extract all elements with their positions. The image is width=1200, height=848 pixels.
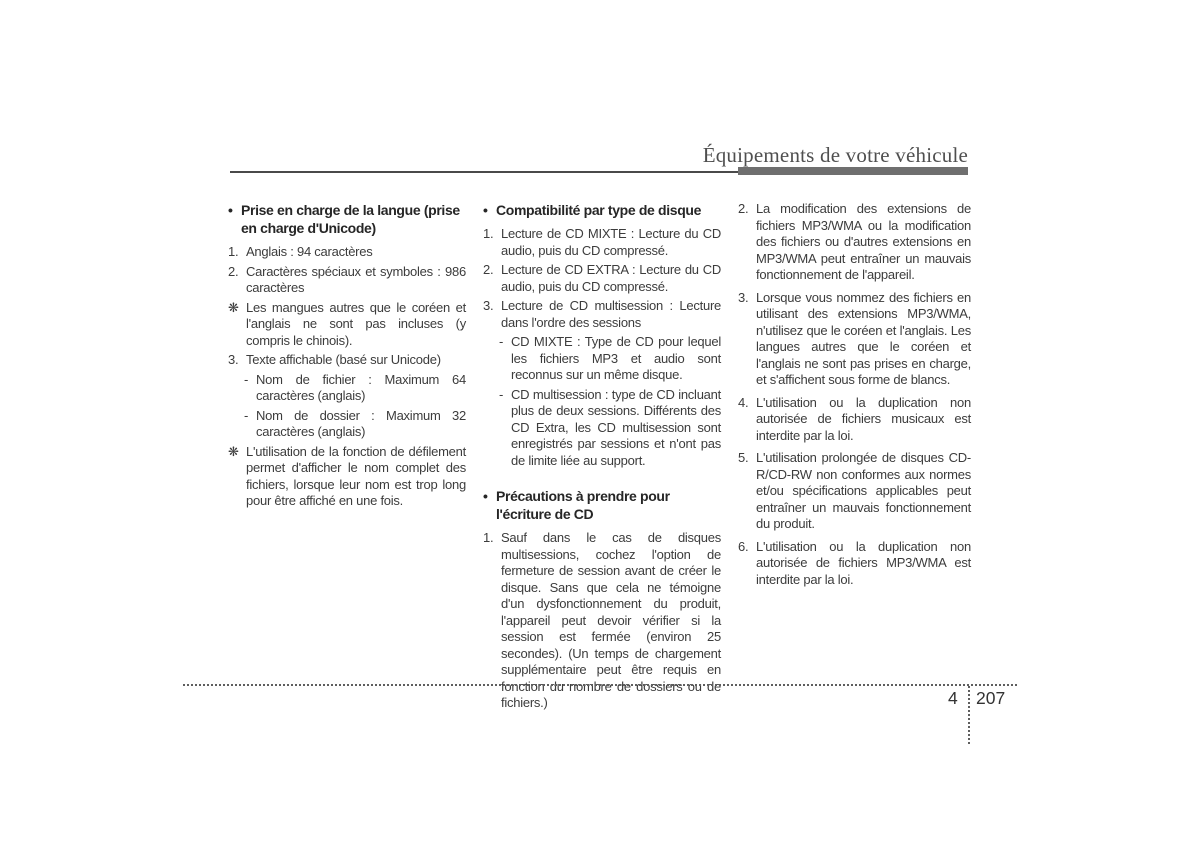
list-item-text: Lecture de CD MIXTE : Lecture du CD audio, puis du CD compressé. — [501, 226, 721, 258]
section-heading-disc-compatibility — [483, 201, 721, 219]
list-marker: 3. — [483, 298, 494, 313]
list-marker: 3. — [738, 289, 749, 305]
list-item — [738, 201, 971, 284]
column-3 — [738, 201, 971, 715]
sub-list-item-text: Nom de dossier : Maximum 32 caractères (anglais) — [256, 407, 466, 439]
section-heading-text: Précautions à prendre pour l'écriture de CD — [496, 488, 670, 522]
list-item — [738, 450, 971, 533]
footer-page-number: 207 — [976, 688, 1006, 708]
list-item — [483, 226, 721, 259]
sub-list-item-text: Nom de fichier : Maximum 64 caractères (anglais) — [256, 371, 466, 403]
section-heading-language-support — [228, 201, 466, 237]
sub-list-item — [244, 372, 466, 405]
sub-list-item — [499, 334, 721, 384]
sub-list-item — [499, 387, 721, 470]
list-marker: 5. — [738, 450, 749, 465]
list-item-text: L'utilisation ou la duplication non autorisée de fichiers musicaux est interdite par la loi. — [756, 394, 971, 443]
list-item — [483, 262, 721, 295]
section-heading-cd-writing-precautions — [483, 487, 721, 523]
list-item-text: Caractères spéciaux et symboles : 986 caractères — [246, 263, 466, 295]
header-rule-thick — [738, 167, 968, 175]
dash-marker: - — [499, 386, 504, 402]
header-rule-thin — [230, 171, 738, 173]
note-item-text: Les mangues autres que le coréen et l'anglais ne sont pas incluses (y compris le chinois). — [246, 299, 466, 348]
list-marker: 1. — [483, 530, 494, 545]
list-item-text: L'utilisation ou la duplication non autorisée de fichiers MP3/WMA est interdite par la loi. — [756, 538, 971, 587]
page-header-title: Équipements de votre véhicule — [702, 143, 968, 167]
list-item — [738, 290, 971, 389]
sub-list-item-text: CD multisession : type de CD incluant plus de deux sessions. Différents des CD Extra, les CD multisession sont enregistrés par sessions et n'ont pas de limite liée au support. — [511, 386, 721, 468]
list-item-text: Lorsque vous nommez des fichiers en utilisant des extensions MP3/WMA, n'utilisez que le coréen et l'anglais. Les langues autres que le coréen et l'anglais ne sont pas prises en charge, et s'affichent sous forme de blancs. — [756, 289, 971, 387]
note-item — [228, 300, 466, 350]
footer-dashed-divider — [183, 684, 1017, 686]
list-marker: 3. — [228, 352, 239, 367]
section-heading-text: Prise en charge de la langue (prise en charge d'Unicode) — [241, 202, 460, 236]
dash-marker: - — [244, 371, 249, 387]
list-item-text: L'utilisation prolongée de disques CD-R/CD-RW non conformes aux normes et/ou spécifications applicables peut entraîner un mauvais fonctionnement du produit. — [756, 450, 971, 531]
note-item-text: L'utilisation de la fonction de défilement permet d'afficher le nom complet des fichiers, lorsque leur nom est trop long pour être affiché en une fois. — [246, 443, 466, 508]
list-item — [738, 539, 971, 589]
bullet-marker: • — [483, 202, 488, 218]
list-item — [228, 244, 466, 261]
list-item-text: Anglais : 94 caractères — [246, 244, 373, 259]
column-2 — [483, 201, 721, 715]
sub-list-item-text: CD MIXTE : Type de CD pour lequel les fichiers MP3 et audio sont reconnus sur un même disque. — [511, 334, 721, 382]
dash-marker: - — [244, 407, 249, 423]
column-1 — [228, 201, 466, 715]
list-marker: 4. — [738, 394, 749, 410]
list-item — [228, 352, 466, 369]
asterisk-note-icon: ❋ — [228, 443, 239, 459]
list-marker: 1. — [228, 244, 239, 259]
bullet-marker: • — [228, 202, 233, 218]
content-columns — [228, 201, 971, 715]
list-item — [483, 298, 721, 331]
bullet-marker: • — [483, 488, 488, 504]
list-item-text: Texte affichable (basé sur Unicode) — [246, 352, 441, 367]
footer-chapter-number: 4 — [948, 688, 958, 708]
list-item-text: Sauf dans le cas de disques multisessions, cochez l'option de fermeture de session avant de créer le disque. Sans que cela ne témoigne d'un dysfonctionnement du produit, l'appareil peut devoir vérifier si la session est fermée (environ 25 secondes). (Un temps de chargement supplémentaire peut être requis en fonction du nombre de dossiers ou de fichiers.) — [501, 530, 721, 710]
footer-vertical-dashed-line — [968, 686, 970, 744]
list-item — [228, 264, 466, 297]
list-marker: 2. — [738, 201, 749, 216]
list-marker: 2. — [228, 263, 239, 279]
list-marker: 6. — [738, 538, 749, 554]
list-item-text: Lecture de CD multisession : Lecture dans l'ordre des sessions — [501, 298, 721, 330]
list-marker: 2. — [483, 262, 494, 277]
asterisk-note-icon: ❋ — [228, 299, 239, 315]
sub-list-item — [244, 408, 466, 441]
section-heading-text: Compatibilité par type de disque — [496, 202, 702, 218]
list-item-text: La modification des extensions de fichiers MP3/WMA ou la modification des fichiers ou d'autres extensions en MP3/WMA peut entraîner un mauvais fonctionnement de l'appareil. — [756, 201, 971, 282]
list-item-text: Lecture de CD EXTRA : Lecture du CD audio, puis du CD compressé. — [501, 262, 721, 294]
list-item — [738, 395, 971, 445]
list-marker: 1. — [483, 226, 494, 241]
note-item — [228, 444, 466, 510]
dash-marker: - — [499, 334, 504, 349]
